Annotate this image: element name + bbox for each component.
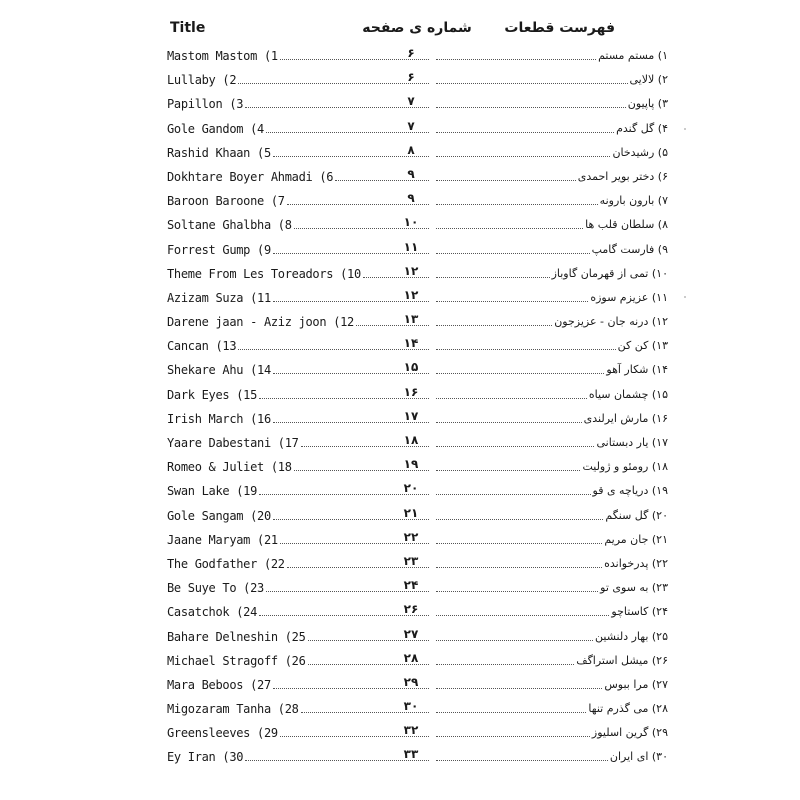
english-entry: [167, 359, 429, 377]
english-entry: [167, 698, 429, 716]
persian-title: ۱۳) کن کن: [617, 339, 668, 353]
persian-entry: [436, 359, 668, 377]
dot-leader: [436, 446, 594, 447]
english-title: Papillon (3: [167, 97, 244, 112]
english-title: Dokhtare Boyer Ahmadi (6: [167, 169, 334, 184]
dot-leader: [436, 204, 598, 205]
page-number: ۲۹: [403, 674, 419, 689]
english-entry: [167, 553, 429, 571]
contents-heading: فهرست قطعات: [504, 20, 615, 36]
page-number-column-heading: شماره ی صفحه: [362, 20, 472, 36]
english-title: Ey Iran (30: [167, 750, 244, 765]
contents-row: [0, 286, 800, 310]
english-entry: [167, 93, 429, 111]
contents-row: [0, 625, 800, 649]
english-title: Be Suye To (23: [167, 581, 264, 596]
dot-leader: [436, 373, 604, 374]
persian-title: ۳۰) ای ایران: [609, 750, 668, 764]
persian-entry: [436, 577, 668, 595]
english-entry: [167, 239, 429, 257]
title-column-heading: Title: [170, 20, 206, 36]
dot-leader: [436, 470, 580, 471]
persian-title: ۱۹) دریاچه ی قو: [592, 484, 668, 498]
persian-title: ۲۰) گل سنگم: [605, 508, 668, 522]
contents-row: [0, 92, 800, 116]
english-title: Swan Lake (19: [167, 484, 258, 499]
english-title: Mara Beboos (27: [167, 677, 271, 692]
dot-leader: [436, 519, 603, 520]
english-entry: [167, 214, 429, 232]
contents-row: [0, 383, 800, 407]
page-number: ۱۰: [403, 215, 419, 230]
dot-leader: [436, 615, 609, 616]
persian-entry: [436, 626, 668, 644]
contents-row: [0, 697, 800, 721]
persian-entry: [436, 190, 668, 208]
persian-title: ۲۷) مرا ببوس: [604, 677, 668, 691]
persian-entry: [436, 480, 668, 498]
contents-row: [0, 504, 800, 528]
dot-leader: [436, 301, 588, 302]
english-title: Casatchok (24: [167, 605, 258, 620]
english-title: Gole Sangam (20: [167, 508, 271, 523]
persian-entry: [436, 529, 668, 547]
english-entry: [167, 480, 429, 498]
dot-leader: [436, 712, 586, 713]
contents-list: [0, 44, 800, 770]
contents-row: [0, 479, 800, 503]
persian-title: ۵) رشیدخان: [612, 145, 668, 159]
english-entry: [167, 118, 429, 136]
persian-title: ۱۵) چشمان سیاه: [588, 387, 668, 401]
page-number: ۲۳: [403, 553, 419, 568]
persian-title: ۴) گل گندم: [616, 121, 668, 135]
english-title: Darene jaan - Aziz joon (12: [167, 315, 354, 330]
english-title: Shekare Ahu (14: [167, 363, 271, 378]
contents-row: [0, 117, 800, 141]
persian-entry: [436, 118, 668, 136]
english-title: Dark Eyes (15: [167, 387, 258, 402]
page-number: ۲۷: [403, 626, 419, 641]
dot-leader: [436, 591, 598, 592]
contents-row: [0, 455, 800, 479]
persian-title: ۱۷) یار دبستانی: [596, 436, 668, 449]
english-entry: [167, 384, 429, 402]
dot-leader: [436, 253, 590, 254]
english-title: Yaare Dabestani (17: [167, 436, 299, 450]
english-entry: [167, 601, 429, 619]
paper-speck: [684, 296, 686, 298]
dot-leader: [436, 760, 608, 761]
contents-row: [0, 213, 800, 237]
persian-entry: [436, 456, 668, 474]
page-number: ۶: [407, 70, 415, 85]
paper-speck: [684, 128, 686, 130]
persian-title: ۶) دختر بویر احمدی: [577, 169, 668, 183]
persian-title: ۱۴) شکار آهو: [606, 363, 668, 377]
dot-leader: [436, 567, 602, 568]
persian-title: ۱۲) درنه جان - عزیزجون: [554, 315, 668, 329]
english-title: Bahare Delneshin (25: [167, 629, 306, 644]
persian-title: ۸) سلطان قلب ها: [585, 218, 668, 232]
persian-entry: [436, 674, 668, 692]
page-number: ۱۸: [403, 433, 419, 447]
persian-title: ۱۱) عزیزم سوزه: [590, 290, 668, 304]
contents-row: [0, 358, 800, 382]
persian-title: ۲۶) میشل استراگف: [576, 653, 668, 667]
page-number: ۲۲: [403, 529, 419, 544]
page-number: ۲۰: [403, 481, 419, 496]
dot-leader: [436, 398, 587, 399]
persian-title: ۹) فارست گامپ: [591, 242, 668, 256]
english-entry: [167, 529, 429, 547]
contents-row: [0, 431, 800, 455]
dot-leader: [436, 107, 626, 108]
page-number: ۲۴: [403, 578, 419, 593]
english-title: Soltane Ghalbha (8: [167, 218, 292, 233]
contents-row: [0, 649, 800, 673]
page-number: ۳۳: [403, 747, 419, 762]
english-entry: [167, 577, 429, 595]
page-number: ۸: [407, 142, 415, 157]
page-number: ۱۲: [403, 287, 419, 302]
persian-title: ۲) لالایی: [629, 73, 668, 87]
dot-leader: [436, 132, 614, 133]
english-title: Baroon Baroone (7: [167, 194, 285, 209]
contents-row: [0, 576, 800, 600]
english-title: Michael Stragoff (26: [167, 653, 306, 668]
english-title: Irish March (16: [167, 411, 271, 426]
english-entry: [167, 746, 429, 764]
persian-title: ۲۳) به سوی تو: [600, 581, 668, 595]
dot-leader: [436, 277, 550, 278]
contents-row: [0, 262, 800, 286]
page-number: ۶: [407, 46, 415, 60]
dot-leader: [436, 83, 628, 84]
english-entry: [167, 650, 429, 668]
english-title: Greensleeves (29: [167, 726, 278, 741]
dot-leader: [436, 228, 583, 229]
page-number: ۱۹: [403, 457, 419, 472]
persian-entry: [436, 553, 668, 571]
english-entry: [167, 456, 429, 474]
page-number: ۷: [407, 118, 415, 133]
persian-title: ۲۹) گرین اسلیوز: [591, 726, 668, 740]
page-number: ۳۲: [403, 723, 419, 738]
page-number: ۱۱: [403, 239, 419, 254]
english-title: Jaane Maryam (21: [167, 532, 278, 547]
contents-row: [0, 165, 800, 189]
english-entry: [167, 722, 429, 740]
english-entry: [167, 166, 429, 184]
contents-row: [0, 141, 800, 165]
persian-title: ۲۲) پدرخوانده: [604, 556, 668, 570]
persian-entry: [436, 166, 668, 184]
persian-entry: [436, 408, 668, 426]
persian-entry: [436, 263, 668, 281]
persian-entry: [436, 601, 668, 619]
contents-row: [0, 68, 800, 92]
page-number: ۱۴: [403, 336, 419, 351]
dot-leader: [436, 543, 602, 544]
english-title: Gole Gandom (4: [167, 121, 264, 136]
english-entry: [167, 674, 429, 692]
english-title: Lullaby (2: [167, 73, 237, 88]
dot-leader: [436, 640, 593, 641]
persian-title: ۱۰) تمی از قهرمان گاوباز: [551, 266, 668, 280]
persian-title: ۲۴) کاستاچو: [611, 605, 668, 619]
persian-entry: [436, 142, 668, 160]
english-title: Theme From Les Toreadors (10: [167, 266, 361, 281]
contents-row: [0, 189, 800, 213]
contents-row: [0, 721, 800, 745]
english-title: Cancan (13: [167, 339, 237, 354]
contents-row: [0, 600, 800, 624]
persian-entry: [436, 93, 668, 111]
contents-row: [0, 238, 800, 262]
persian-entry: [436, 698, 668, 716]
english-title: The Godfather (22: [167, 556, 285, 571]
english-entry: [167, 45, 429, 63]
contents-row: [0, 745, 800, 769]
page-number: ۷: [407, 94, 415, 109]
contents-row: [0, 310, 800, 334]
page-number: ۲۶: [403, 602, 419, 617]
persian-entry: [436, 311, 668, 329]
persian-title: ۳) پاپیون: [627, 97, 668, 111]
dot-leader: [436, 156, 610, 157]
english-entry: [167, 408, 429, 426]
persian-entry: [436, 69, 668, 87]
page-number: ۱۷: [403, 408, 419, 423]
english-entry: [167, 335, 429, 353]
dot-leader: [436, 325, 552, 326]
english-entry: [167, 287, 429, 305]
english-title: Mastom Mastom (1: [167, 49, 278, 63]
persian-title: ۷) بارون بارونه: [599, 194, 668, 208]
persian-title: ۲۵) بهار دلنشین: [595, 629, 668, 643]
page-number: ۱۵: [403, 360, 419, 375]
page-number: ۱۳: [403, 312, 419, 327]
dot-leader: [436, 422, 582, 423]
page-number: ۲۱: [403, 505, 419, 520]
persian-title: ۱۸) رومئو و ژولیت: [582, 460, 668, 474]
english-entry: [167, 263, 429, 281]
contents-row: [0, 334, 800, 358]
persian-title: ۱) مستم مستم: [598, 49, 668, 62]
persian-entry: [436, 239, 668, 257]
dot-leader: [436, 180, 576, 181]
persian-title: ۱۶) مارش ایرلندی: [583, 411, 668, 425]
dot-leader: [436, 349, 616, 350]
dot-leader: [436, 59, 596, 60]
dot-leader: [436, 736, 590, 737]
page-number: ۱۶: [403, 384, 419, 399]
english-title: Migozaram Tanha (28: [167, 702, 299, 717]
english-entry: [167, 69, 429, 87]
english-title: Forrest Gump (9: [167, 242, 271, 257]
page-number: ۱۲: [403, 263, 419, 278]
english-title: Romeo & Juliet (18: [167, 460, 292, 475]
contents-row: [0, 552, 800, 576]
persian-entry: [436, 722, 668, 740]
persian-entry: [436, 45, 668, 63]
persian-title: ۲۸) می گذرم تنها: [588, 702, 668, 716]
persian-entry: [436, 214, 668, 232]
english-entry: [167, 626, 429, 644]
english-title: Rashid Khaan (5: [167, 145, 271, 160]
english-entry: [167, 505, 429, 523]
dot-leader: [436, 664, 574, 665]
page-number: ۲۸: [403, 650, 419, 665]
english-entry: [167, 311, 429, 329]
persian-entry: [436, 287, 668, 305]
persian-entry: [436, 746, 668, 764]
contents-row: [0, 673, 800, 697]
page-number: ۹: [407, 166, 415, 181]
dot-leader: [436, 688, 602, 689]
page-number: ۹: [407, 191, 415, 206]
contents-row: [0, 44, 800, 68]
persian-entry: [436, 650, 668, 668]
persian-entry: [436, 432, 668, 450]
english-entry: [167, 432, 429, 450]
persian-entry: [436, 384, 668, 402]
contents-row: [0, 528, 800, 552]
persian-entry: [436, 335, 668, 353]
contents-row: [0, 407, 800, 431]
english-title: Azizam Suza (11: [167, 290, 271, 305]
english-entry: [167, 142, 429, 160]
persian-entry: [436, 505, 668, 523]
persian-title: ۲۱) جان مریم: [604, 532, 668, 546]
english-entry: [167, 190, 429, 208]
page-number: ۳۰: [403, 699, 419, 714]
dot-leader: [436, 494, 591, 495]
